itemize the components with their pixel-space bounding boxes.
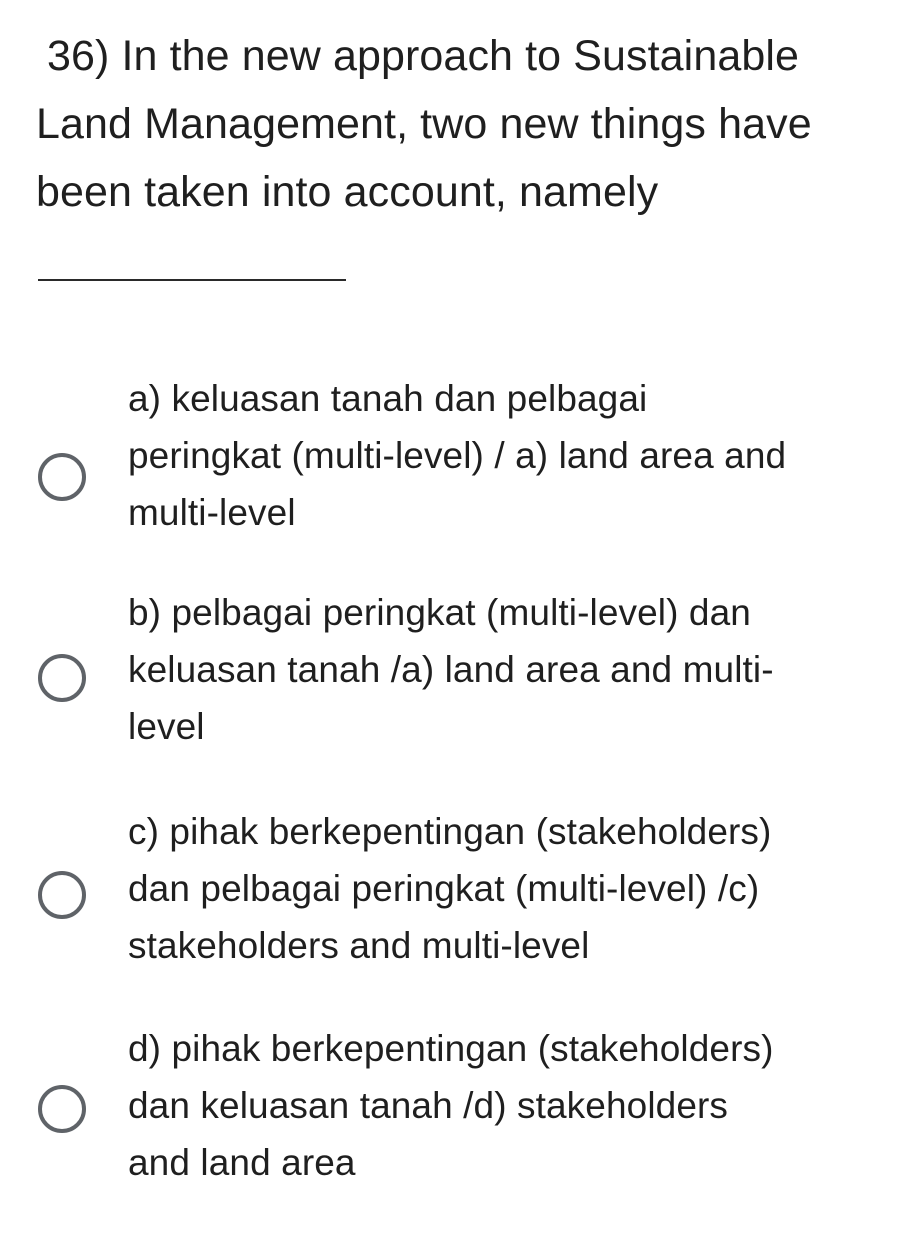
radio-button-d[interactable] (38, 1085, 86, 1133)
option-line: level (128, 706, 205, 747)
question-text (36, 22, 886, 226)
option-line: dan keluasan tanah /d) stakeholders (128, 1085, 729, 1126)
radio-button-c[interactable] (38, 871, 86, 919)
option-b[interactable] (0, 584, 914, 764)
option-line: keluasan tanah /a) land area and multi- (128, 649, 774, 690)
question-line: Land Management, two new things have (36, 100, 812, 148)
option-d-label[interactable] (128, 1020, 888, 1191)
option-line: and land area (128, 1142, 356, 1183)
question-line: 36) In the new approach to Sustainable (47, 32, 800, 80)
option-a-label[interactable] (128, 370, 888, 541)
question-line: been taken into account, namely (36, 168, 659, 216)
option-b-label[interactable] (128, 584, 888, 755)
option-line: c) pihak berkepentingan (stakeholders) (128, 811, 772, 852)
option-line: b) pelbagai peringkat (multi-level) dan (128, 592, 751, 633)
option-d[interactable] (0, 1020, 914, 1200)
option-a[interactable] (0, 366, 914, 546)
option-line: dan pelbagai peringkat (multi-level) /c) (128, 868, 760, 909)
option-line: stakeholders and multi-level (128, 925, 590, 966)
option-line: multi-level (128, 492, 296, 533)
option-line: a) keluasan tanah dan pelbagai (128, 378, 648, 419)
answer-blank-line (38, 279, 346, 281)
radio-button-b[interactable] (38, 654, 86, 702)
option-line: peringkat (multi-level) / a) land area and (128, 435, 787, 476)
option-c[interactable] (0, 803, 914, 983)
option-c-label[interactable] (128, 803, 888, 974)
option-line: d) pihak berkepentingan (stakeholders) (128, 1028, 774, 1069)
radio-button-a[interactable] (38, 453, 86, 501)
